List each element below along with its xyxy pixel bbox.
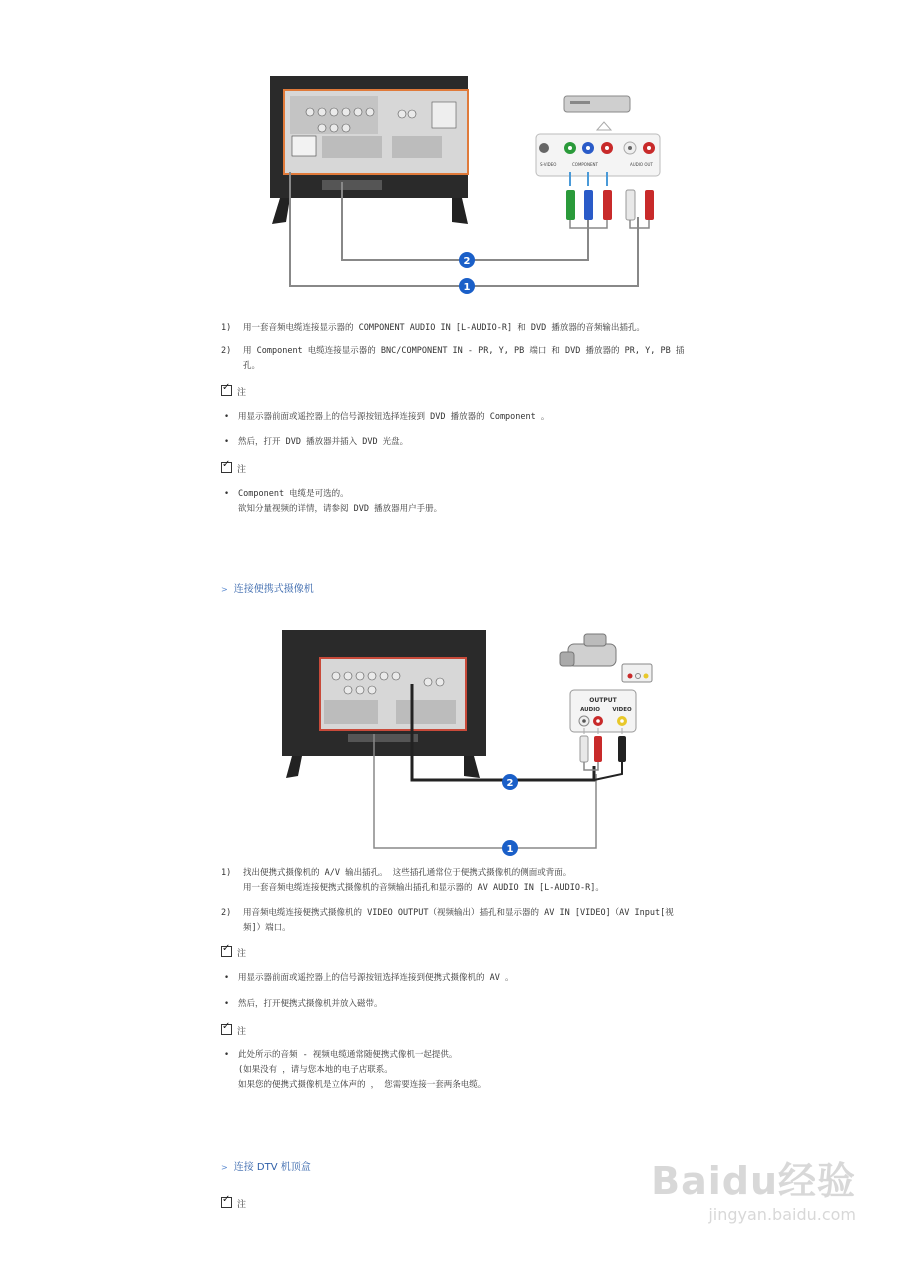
checkbox-icon [221, 385, 232, 396]
note-heading: ✓注 [221, 1024, 246, 1037]
arrow-icon: > [221, 585, 228, 594]
section-title-dtv[interactable]: > 连接 DTV 机顶盒 [221, 1162, 311, 1173]
svg-text:1: 1 [463, 282, 471, 293]
step-text-cont: 用一套音频电缆连接便携式摄像机的音频输出插孔和显示器的 AV AUDIO IN [L-AUDIO-R]。 [243, 883, 604, 893]
note-heading: ✓注 [221, 1197, 246, 1210]
s-video-label: S-VIDEO [540, 162, 557, 167]
component-label: COMPONENT [572, 162, 598, 167]
note-heading: ✓注 [221, 946, 246, 959]
red-plug [594, 736, 602, 762]
note-heading: ✓注 [221, 462, 246, 475]
black-plug [618, 736, 626, 762]
white-plug [580, 736, 588, 762]
section-title-camcorder[interactable]: > 连接便携式摄像机 [221, 584, 314, 595]
step-text: 用 Component 电缆连接显示器的 BNC/COMPONENT IN - PR, Y, PB 端口 和 DVD 播放器的 PR, Y, PB 插 [243, 346, 685, 356]
note-heading: ✓注 [221, 385, 246, 398]
baidu-watermark: Baidu经验 jingyan.baidu.com [651, 1159, 856, 1224]
step-number: 2) [221, 346, 232, 356]
step-text: 用音频电缆连接便携式摄像机的 VIDEO OUTPUT（视频输出）插孔和显示器的 AV IN [VIDEO]（AV Input[视 [243, 908, 674, 918]
step-text: 找出便携式摄像机的 A/V 输出插孔。 这些插孔通常位于便携式摄像机的侧面或背面。 [243, 868, 572, 878]
svg-text:1: 1 [506, 844, 514, 855]
camcorder-connection-diagram [278, 624, 658, 860]
step-number: 1) [221, 868, 232, 878]
step-number: 2) [221, 908, 232, 918]
white-plug [626, 190, 635, 220]
svg-text:2: 2 [463, 256, 471, 267]
audio-out-label: AUDIO OUT [630, 162, 653, 167]
checkbox-icon [221, 1197, 232, 1208]
arrow-icon: > [221, 1163, 228, 1172]
checkbox-icon [221, 462, 232, 473]
green-plug [566, 190, 575, 220]
output-label: OUTPUT [589, 697, 617, 704]
red-plug [603, 190, 612, 220]
blue-plug [584, 190, 593, 220]
checkbox-icon [221, 1024, 232, 1035]
svg-text:2: 2 [506, 778, 514, 789]
step-text-cont: 频]）端口。 [243, 923, 291, 933]
step-number: 1) [221, 323, 232, 333]
dvd-connection-diagram [262, 72, 682, 302]
step-text-cont: 孔。 [243, 361, 261, 371]
dvd-output-panel [536, 134, 660, 176]
audio-label: AUDIO [580, 707, 600, 713]
camcorder-icon [560, 634, 652, 682]
checkbox-icon [221, 946, 232, 957]
red-audio-plug [645, 190, 654, 220]
video-label: VIDEO [612, 707, 632, 713]
step-text: 用一套音频电缆连接显示器的 COMPONENT AUDIO IN [L-AUDIO-R] 和 DVD 播放器的音频输出插孔。 [243, 323, 645, 333]
